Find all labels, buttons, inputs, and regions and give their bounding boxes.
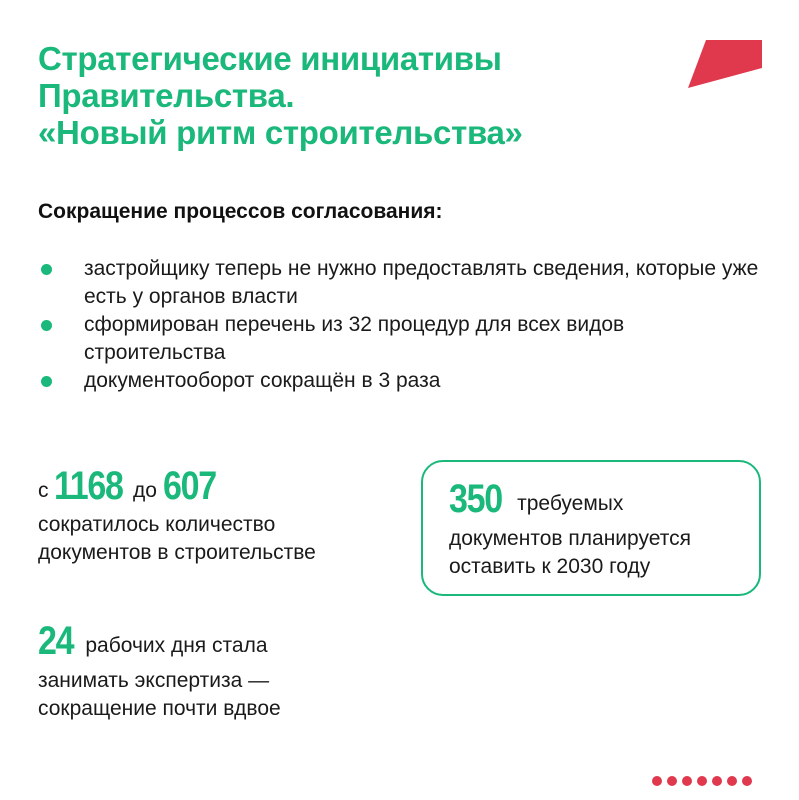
expertise-value: 24: [38, 619, 74, 663]
bullet-list: [38, 255, 768, 395]
from-word: с: [38, 479, 49, 502]
from-value: 1168: [54, 464, 124, 508]
page-dot-icon: [712, 776, 722, 786]
planned-value: 350: [449, 477, 502, 521]
to-value: 607: [162, 464, 216, 508]
list-item-text: застройщику теперь не нужно предоставлять сведения, которые уже есть у органов власти: [84, 257, 759, 308]
stat-caption: документов в строительстве: [38, 541, 316, 564]
page-dot-icon: [742, 776, 752, 786]
expertise-days-stat: [38, 620, 368, 723]
stat-caption: занимать экспертиза —: [38, 669, 270, 692]
page-dot-icon: [697, 776, 707, 786]
to-word: до: [132, 479, 157, 502]
title-line: «Новый ритм строительства»: [38, 114, 523, 151]
list-item: [38, 367, 768, 395]
stat-caption: оставить к 2030 году: [449, 555, 651, 578]
pagination-dots: [652, 776, 752, 786]
stat-caption: сократилось количество: [38, 513, 276, 536]
page-dot-icon: [682, 776, 692, 786]
bullet-dot-icon: [41, 320, 52, 331]
section-heading: Сокращение процессов согласования:: [38, 200, 443, 223]
list-item: [38, 311, 768, 367]
list-item: [38, 255, 768, 311]
stat-caption: требуемых: [517, 492, 624, 515]
stat-caption: сокращение почти вдвое: [38, 697, 281, 720]
page-dot-icon: [652, 776, 662, 786]
page-dot-icon: [667, 776, 677, 786]
list-item-text: документооборот сокращён в 3 раза: [84, 369, 441, 392]
list-item-text: сформирован перечень из 32 процедур для всех видов строительства: [84, 313, 625, 364]
page-dot-icon: [727, 776, 737, 786]
documents-reduction-stat: [38, 466, 398, 567]
title-line: Стратегические инициативы: [38, 40, 502, 77]
stat-caption: рабочих дня стала: [85, 634, 268, 657]
red-flag-logo-icon: [688, 40, 762, 88]
bullet-dot-icon: [41, 264, 52, 275]
page-title: [38, 40, 678, 151]
planned-documents-stat: [449, 478, 749, 581]
stat-caption: документов планируется: [449, 527, 691, 550]
title-line: Правительства.: [38, 77, 295, 114]
bullet-dot-icon: [41, 376, 52, 387]
